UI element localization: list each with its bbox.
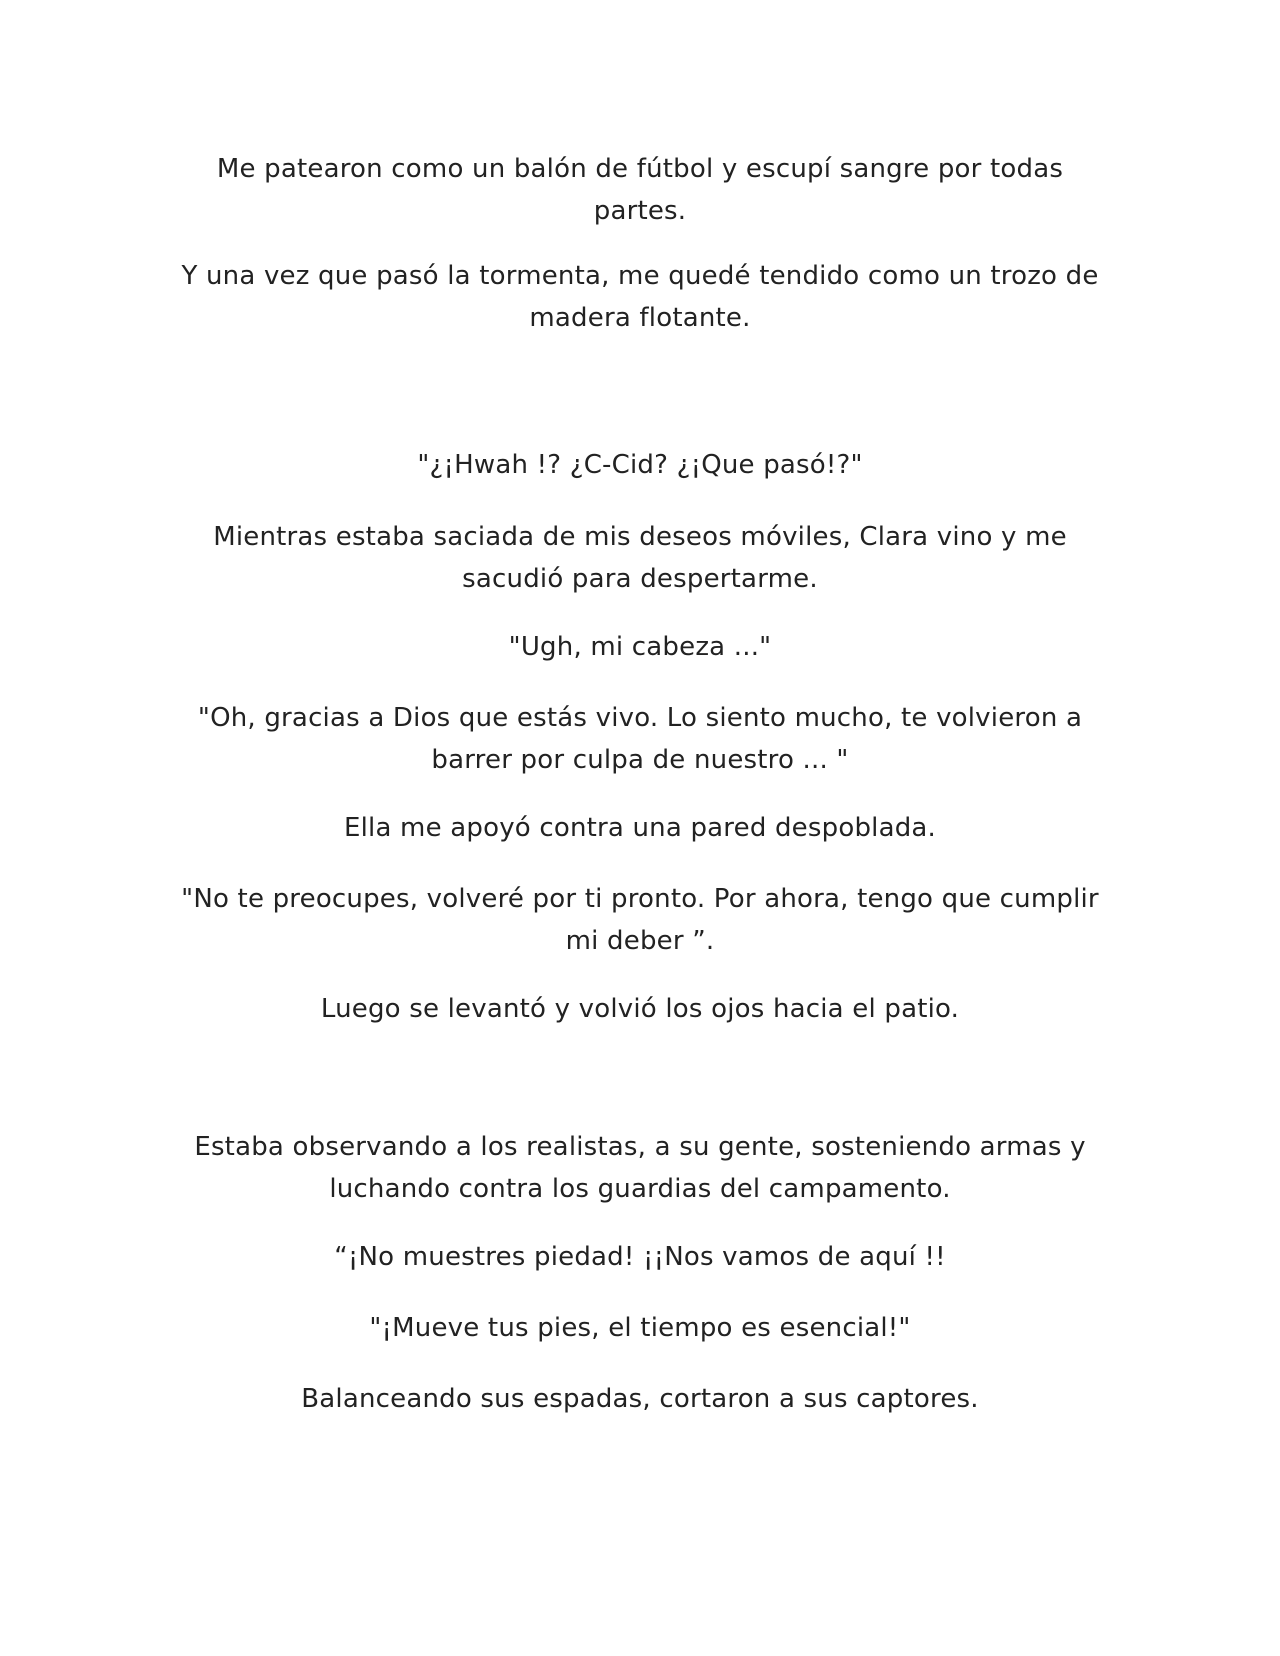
dialogue-paragraph: "Ugh, mi cabeza ..." xyxy=(508,632,772,662)
dialogue-paragraph: “¡No muestres piedad! ¡¡Nos vamos de aquí !! xyxy=(334,1242,946,1272)
paragraph: Me patearon como un balón de fútbol y escupí sangre por todas partes. xyxy=(216,154,1064,226)
paragraph: Ella me apoyó contra una pared despoblada. xyxy=(343,813,937,843)
paragraph: Mientras estaba saciada de mis deseos móviles, Clara vino y me sacudió para despertarme. xyxy=(213,522,1067,594)
dialogue-paragraph: "Oh, gracias a Dios que estás vivo. Lo siento mucho, te volvieron a barrer por culpa de nuestro ... " xyxy=(197,703,1083,775)
paragraph: Y una vez que pasó la tormenta, me quedé tendido como un trozo de madera flotante. xyxy=(181,261,1099,333)
dialogue-paragraph: "No te preocupes, volveré por ti pronto. Por ahora, tengo que cumplir mi deber ”. xyxy=(181,884,1099,956)
dialogue-paragraph: "¿¡Hwah !? ¿C-Cid? ¿¡Que pasó!?" xyxy=(417,450,863,480)
dialogue-paragraph: "¡Mueve tus pies, el tiempo es esencial!" xyxy=(369,1313,911,1343)
paragraph: Estaba observando a los realistas, a su gente, sosteniendo armas y luchando contra los guardias del campamento. xyxy=(194,1132,1086,1204)
paragraph: Luego se levantó y volvió los ojos hacia el patio. xyxy=(320,994,960,1024)
paragraph: Balanceando sus espadas, cortaron a sus captores. xyxy=(301,1384,979,1414)
